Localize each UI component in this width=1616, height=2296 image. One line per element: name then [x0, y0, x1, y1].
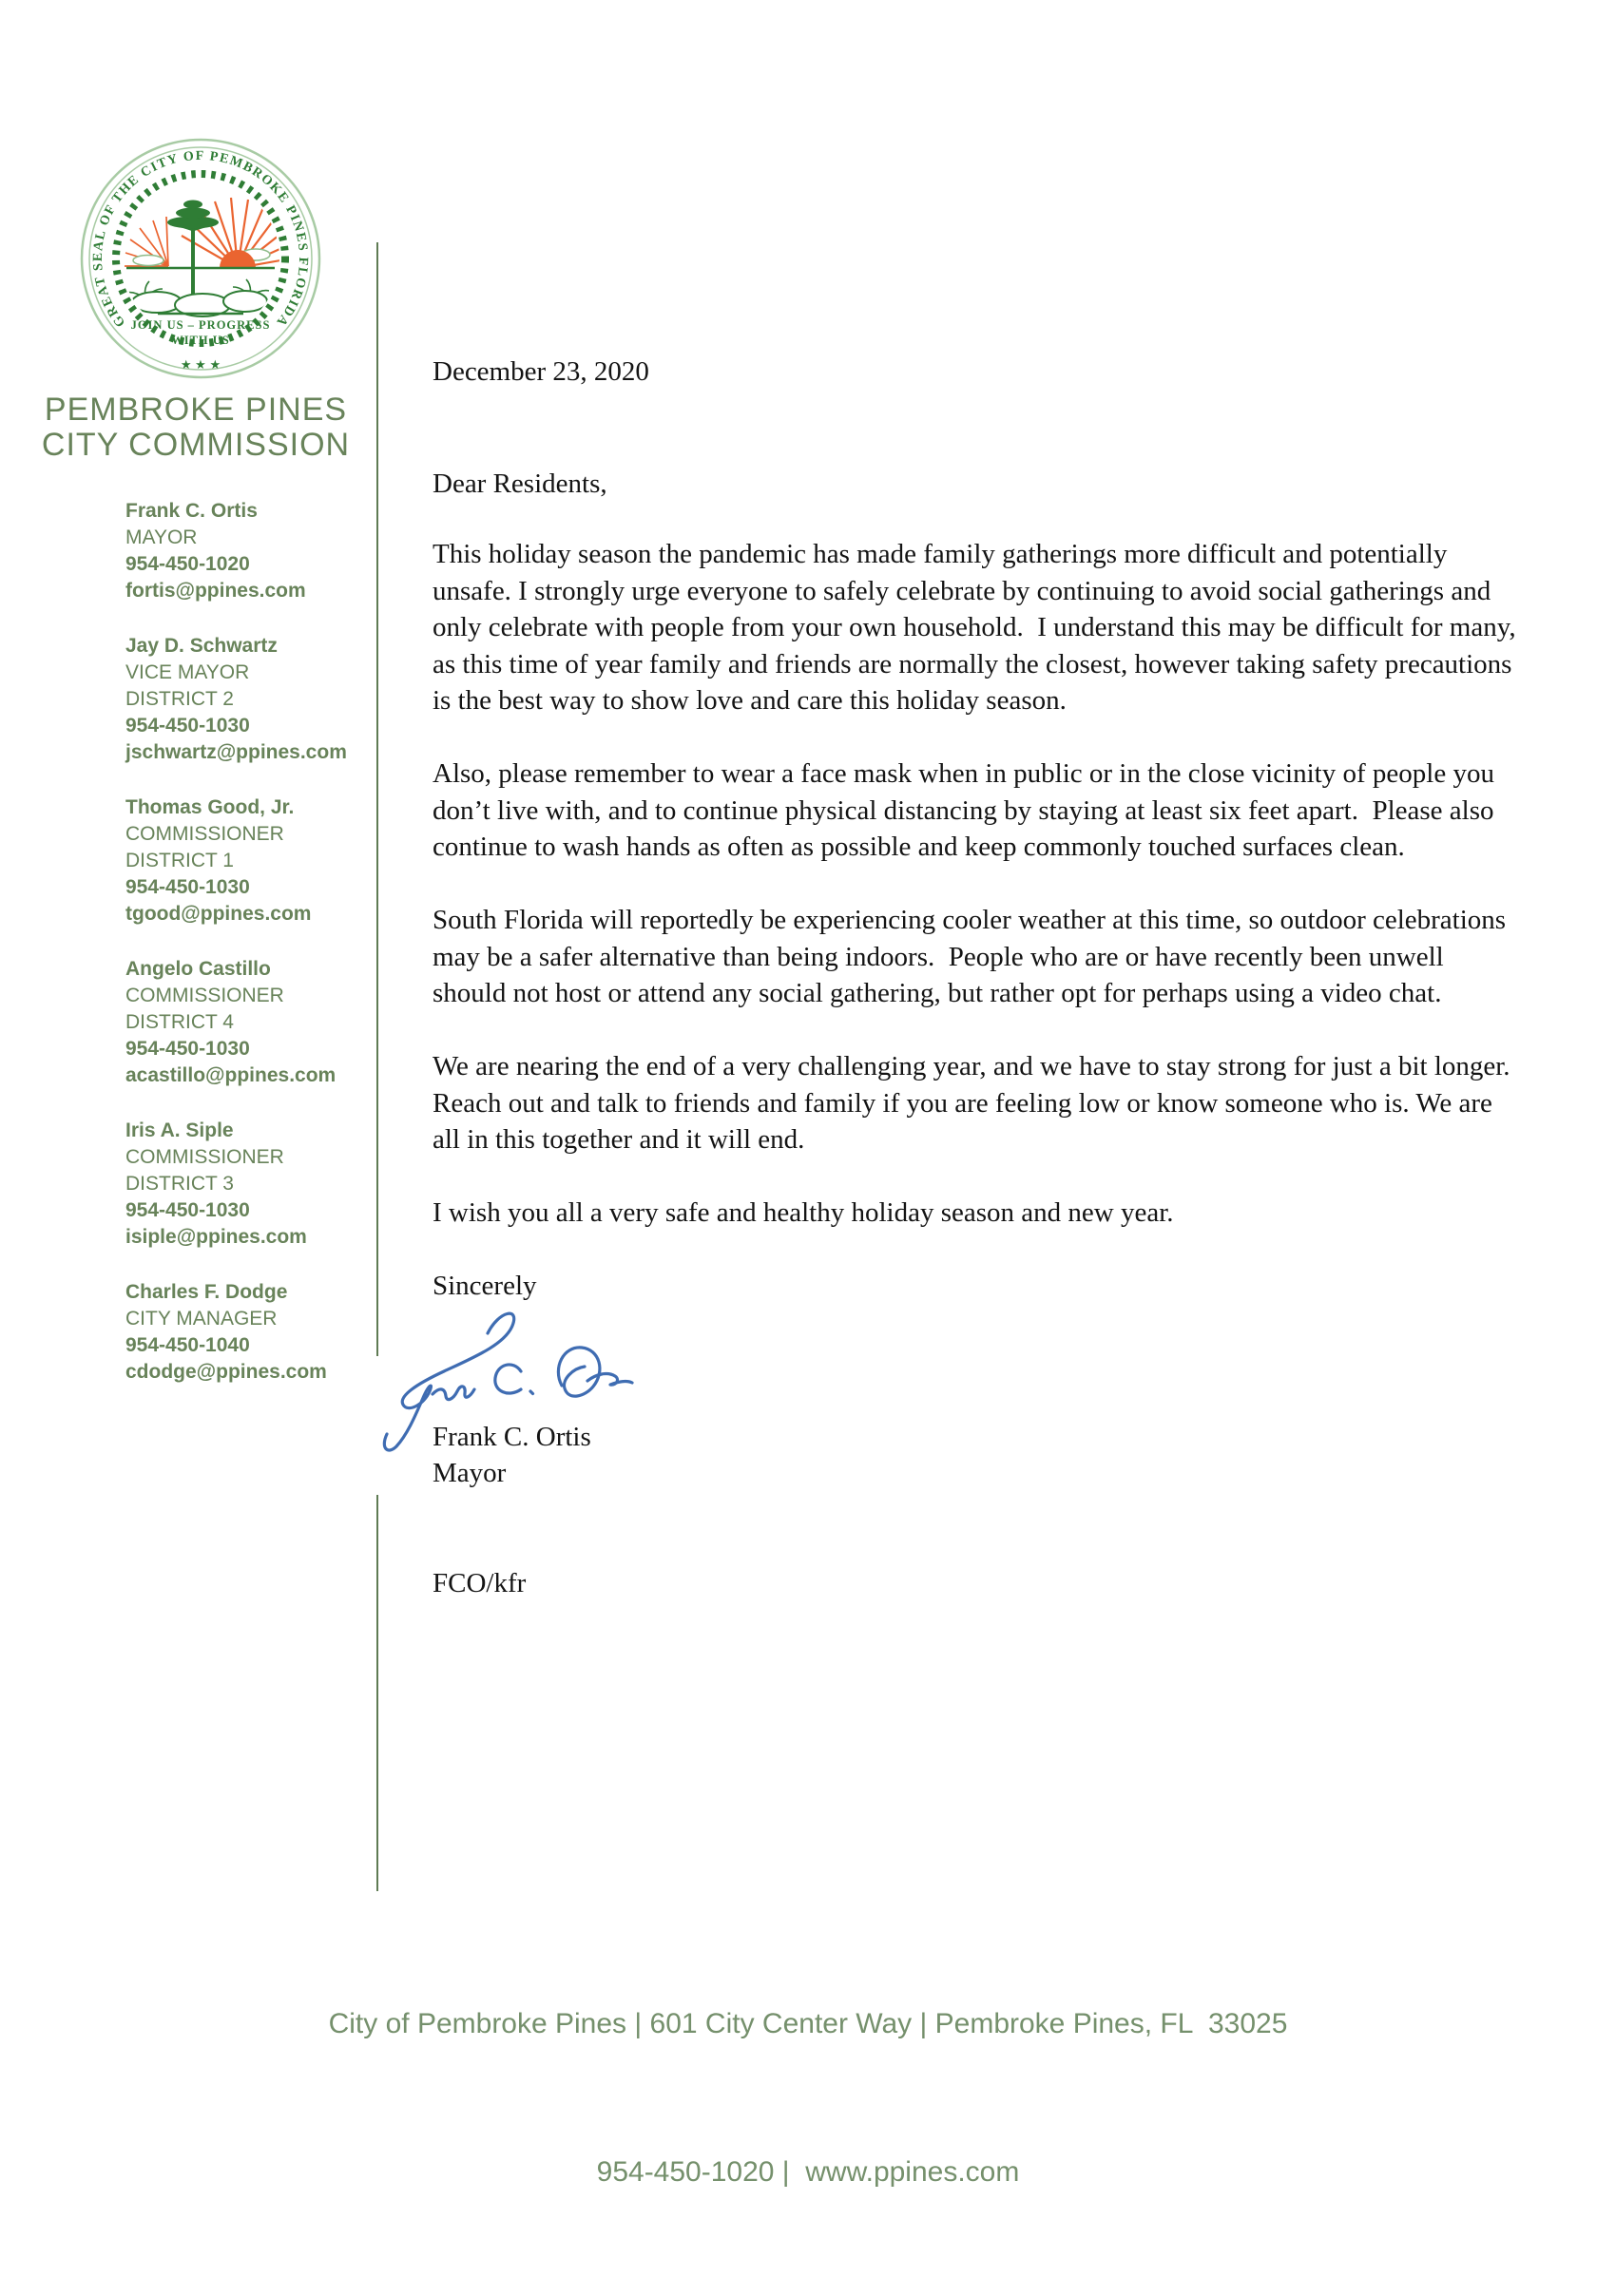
masthead-line1: PEMBROKE PINES: [44, 392, 348, 428]
contact-role: COMMISSIONER: [125, 1146, 284, 1168]
contact-card-commissioner-d4: [125, 956, 363, 1089]
signature-block: [433, 1305, 1521, 1419]
contact-role: COMMISSIONER: [125, 823, 284, 845]
contact-name: Frank C. Ortis: [125, 500, 258, 522]
letter-paragraph-4: We are nearing the end of a very challenging year, and we have to stay strong for just a bit longer. Reach out and talk to friends and family if you are feeling low or know someone who is. We are all in this together and it will end.: [433, 1051, 1517, 1155]
contact-role: MAYOR: [125, 526, 198, 548]
letter-salutation: Dear Residents,: [433, 468, 607, 499]
contact-name: Iris A. Siple: [125, 1119, 234, 1141]
seal-motto-line2: WITH US: [171, 334, 230, 347]
masthead: [10, 392, 382, 463]
letter-paragraph-1: This holiday season the pandemic has made family gatherings more difficult and potentially unsafe. I strongly urge everyone to safely celebrate by continuing to avoid social gatherings and only celebrate with people from your own household. I understand this may be difficult for many, as this time of year family and friends are normally the closest, however taking safety precautions is the best way to show love and care this holiday season.: [433, 539, 1523, 716]
seal-motto-line1: JOIN US – PROGRESS: [130, 318, 271, 332]
contact-card-city-manager: [125, 1279, 363, 1386]
contact-email: jschwartz@ppines.com: [125, 741, 347, 763]
seal-ring-text: GREAT SEAL OF THE CITY OF PEMBROKE PINES FLORIDA: [90, 148, 311, 330]
contact-name: Charles F. Dodge: [125, 1281, 288, 1303]
contact-email: isiple@ppines.com: [125, 1226, 307, 1248]
vertical-divider-bottom: [376, 1495, 378, 1891]
contact-phone: 954-450-1030: [125, 876, 250, 898]
contact-phone: 954-450-1020: [125, 553, 250, 575]
signer-title: Mayor: [433, 1458, 507, 1488]
letter-closing: Sincerely: [433, 1271, 537, 1301]
city-seal: [80, 138, 321, 379]
contact-card-commissioner-d3: [125, 1118, 363, 1251]
letter-body: [433, 354, 1521, 1601]
letter-paragraph-3: South Florida will reportedly be experiencing cooler weather at this time, so outdoor celebrations may be a safer alternative than being indoors. People who are or have recently been unwell should not host or attend any social gathering, but rather opt for perhaps using a video chat.: [433, 905, 1513, 1008]
cloud-left: [133, 256, 164, 266]
contact-district: DISTRICT 1: [125, 850, 234, 871]
contact-role: CITY MANAGER: [125, 1308, 278, 1330]
contact-phone: 954-450-1030: [125, 1199, 250, 1221]
contact-district: DISTRICT 3: [125, 1173, 234, 1195]
seal-stars: ★ ★ ★: [180, 357, 221, 372]
letter-paragraph-2: Also, please remember to wear a face mask when in public or in the close vicinity of people you don’t live with, and to continue physical distancing by staying at least six feet apart. Please also continue to wash hands as often as possible and keep commonly touched surfaces clean.: [433, 758, 1502, 862]
masthead-line2: CITY COMMISSION: [41, 427, 351, 463]
page-footer: [0, 1901, 1616, 2296]
letter-date: December 23, 2020: [433, 356, 649, 387]
contact-name: Jay D. Schwartz: [125, 635, 278, 657]
contact-email: tgood@ppines.com: [125, 903, 312, 925]
contact-district: DISTRICT 2: [125, 688, 234, 710]
footer-address-line: City of Pembroke Pines | 601 City Center Way | Pembroke Pines, FL 33025: [328, 2008, 1288, 2039]
signature-script-image: [374, 1293, 659, 1460]
contact-role: COMMISSIONER: [125, 985, 284, 1006]
contact-name: Angelo Castillo: [125, 958, 271, 980]
reference-initials: FCO/kfr: [433, 1567, 527, 1598]
contact-district: DISTRICT 4: [125, 1011, 234, 1033]
commission-directory: [125, 498, 363, 1414]
contact-card-mayor: [125, 498, 363, 604]
footer-contact-line: 954-450-1020 | www.ppines.com: [596, 2156, 1020, 2188]
contact-phone: 954-450-1030: [125, 715, 250, 737]
vertical-divider-top: [376, 242, 378, 1356]
contact-role: VICE MAYOR: [125, 661, 250, 683]
contact-phone: 954-450-1040: [125, 1334, 250, 1356]
contact-name: Thomas Good, Jr.: [125, 796, 295, 818]
contact-phone: 954-450-1030: [125, 1038, 250, 1060]
contact-email: fortis@ppines.com: [125, 580, 306, 602]
letter-paragraph-5: I wish you all a very safe and healthy holiday season and new year.: [433, 1197, 1174, 1228]
contact-email: acastillo@ppines.com: [125, 1064, 337, 1086]
contact-card-commissioner-d1: [125, 794, 363, 928]
signer-name: Frank C. Ortis: [433, 1421, 591, 1452]
contact-email: cdodge@ppines.com: [125, 1361, 327, 1383]
contact-card-vice-mayor: [125, 633, 363, 766]
